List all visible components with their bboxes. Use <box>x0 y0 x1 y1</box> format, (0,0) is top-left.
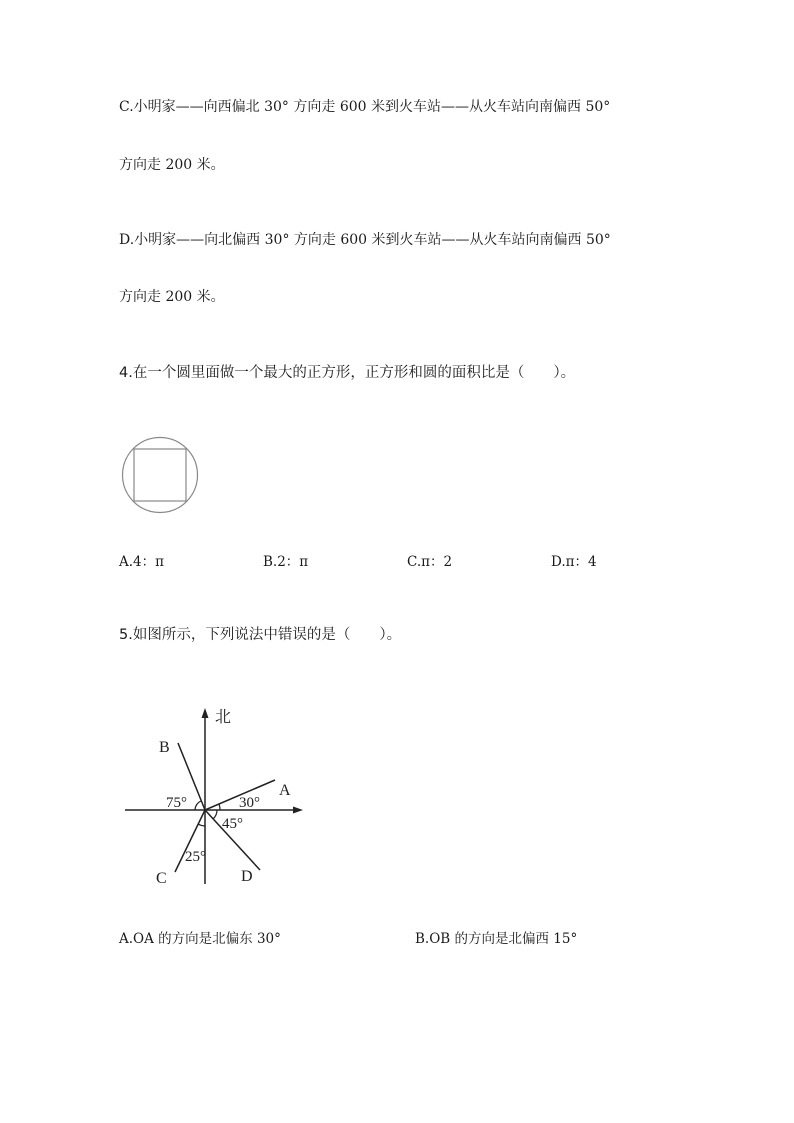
angle-label-25: 25° <box>185 849 206 865</box>
east-arrowhead <box>293 807 303 814</box>
angle-label-75: 75° <box>166 795 187 811</box>
q4-option-b: B.2：π <box>263 554 309 570</box>
angle-arc-25 <box>198 824 205 826</box>
q3-option-c-line1: C.小明家——向西偏北 30° 方向走 600 米到火车站——从火车站向南偏西 50° <box>119 99 611 115</box>
angle-arc-75 <box>195 801 201 810</box>
q4-option-c: C.π：2 <box>407 554 453 570</box>
angle-arc-45 <box>213 810 217 819</box>
north-label: 北 <box>215 709 232 726</box>
q5-option-b: B.OB 的方向是北偏西 15° <box>415 931 578 947</box>
q5-direction-figure <box>118 700 318 895</box>
q5-stem: 5.如图所示，下列说法中错误的是（ ）。 <box>119 627 402 643</box>
q4-stem: 4.在一个圆里面做一个最大的正方形，正方形和圆的面积比是（ ）。 <box>119 365 576 381</box>
angle-label-45: 45° <box>222 816 243 832</box>
north-arrowhead <box>202 708 209 718</box>
ray-label-d: D <box>241 868 253 885</box>
inscribed-square-shape <box>134 449 186 501</box>
ray-label-b: B <box>159 739 170 756</box>
q3-option-c-line2: 方向走 200 米。 <box>119 157 225 173</box>
angle-label-30: 30° <box>239 795 260 811</box>
q5-option-a: A.OA 的方向是北偏东 30° <box>119 931 281 947</box>
q4-option-d: D.π：4 <box>551 554 597 570</box>
q3-option-d-line2: 方向走 200 米。 <box>119 289 225 305</box>
q4-option-a: A.4：π <box>119 554 165 570</box>
q3-option-d-line1: D.小明家——向北偏西 30° 方向走 600 米到火车站——从火车站向南偏西 50° <box>119 232 611 248</box>
angle-arc-30 <box>219 804 220 810</box>
q4-circle-square-figure <box>118 433 202 517</box>
ray-label-c: C <box>156 870 167 887</box>
ray-label-a: A <box>279 782 291 799</box>
